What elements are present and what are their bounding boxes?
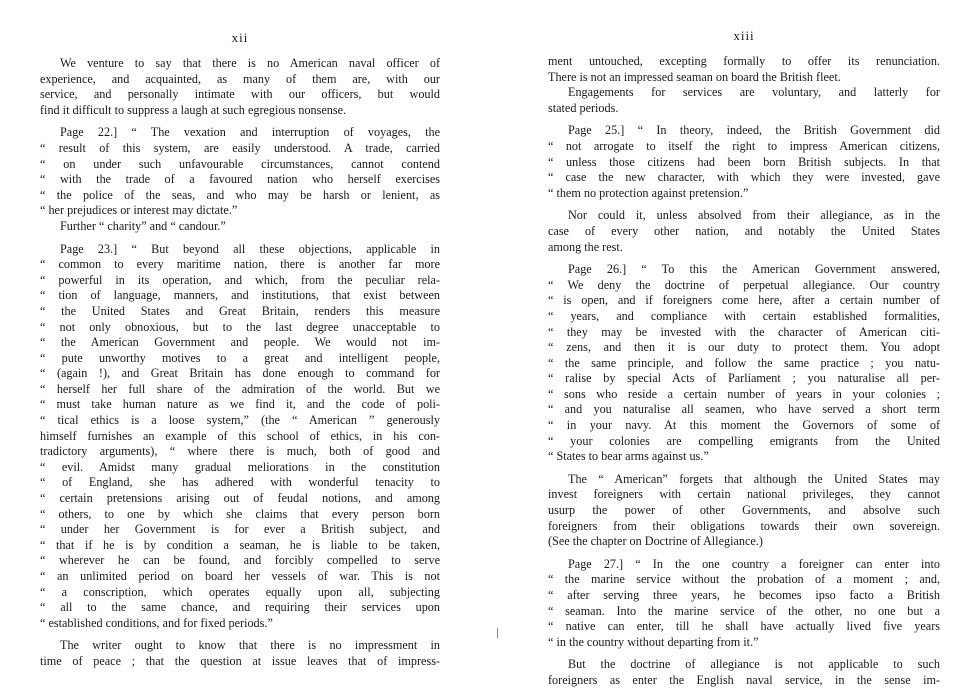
- text-line: “ native can enter, till he shall have actually lived five years: [548, 619, 940, 634]
- page-body: [40, 56, 440, 670]
- text-line: “ seaman. Into the marine service of the other, no one but a: [548, 603, 940, 618]
- text-line: “ ralise by special Acts of Parliament ; you naturalise all per-: [548, 371, 940, 386]
- text-line: tradictory arguments), “ where there is much, both of good and: [40, 444, 440, 459]
- text-line: “ the same principle, and follow the same practice ; you natu-: [548, 355, 940, 370]
- page-body: [548, 54, 940, 689]
- text-line: “ the United States and Great Britain, renders this measure: [40, 303, 440, 318]
- page-number: xiii: [733, 28, 755, 43]
- text-line: stated periods.: [548, 100, 619, 115]
- text-line: “ tical ethics is a loose system,” (the “ American ” generously: [40, 413, 440, 428]
- text-line: “ that if he is by condition a seaman, he is liable to be taken,: [40, 537, 440, 552]
- text-line: “ zens, and then it is our duty to protect them. You adopt: [548, 340, 940, 355]
- text-line: “ an unlimited period on board her vessels of war. This is not: [40, 569, 440, 583]
- text-line: “ the police of the seas, and who may be harsh or lenient, as: [40, 187, 440, 202]
- text-line: “ after serving three years, he becomes ipso facto a British: [548, 588, 940, 602]
- text-line: Page 26.] “ To this the American Government answered,: [568, 262, 940, 277]
- text-line: Engagements for services are voluntary, and latterly for: [568, 85, 940, 100]
- text-line: Nor could it, unless absolved from their allegiance, as in the: [568, 208, 940, 223]
- text-line: “ powerful in its operation, and which, from the peculiar rela-: [40, 272, 440, 287]
- text-line: “ tion of language, manners, and institutions, that exist between: [40, 288, 440, 303]
- text-line: “ States to bear arms against us.”: [548, 449, 709, 464]
- text-line: Page 27.] “ In the one country a foreigner can enter into: [568, 556, 940, 571]
- text-line: The writer ought to know that there is no impressment in: [60, 638, 440, 653]
- text-line: time of peace ; that the question at issue leaves that of impress-: [40, 653, 440, 668]
- text-line: “ not arrogate to itself the right to impress American citizens,: [548, 138, 940, 153]
- text-line: “ herself her full share of the admiration of the world. But we: [40, 381, 440, 396]
- right-page: [548, 0, 940, 691]
- text-line: “ wherever he can be found, and forcibly compelled to serve: [40, 553, 440, 568]
- text-line: “ your colonies are compelling emigrants from the United: [548, 433, 940, 448]
- text-line: “ must take human nature as we find it, and the code of poli-: [40, 397, 440, 412]
- text-line: “ common to every maritime nation, there is another far more: [40, 257, 440, 272]
- text-line: among the rest.: [548, 239, 623, 254]
- text-line: “ the American Government and people. We would not im-: [40, 335, 440, 350]
- text-line: “ (again !), and Great Britain has done enough to command for: [40, 366, 440, 381]
- text-line: There is not an impressed seaman on board the British fleet.: [548, 69, 841, 84]
- text-line: find it difficult to suppress a laugh at such egregious nonsense.: [40, 102, 347, 117]
- text-line: ment untouched, excepting formally to offer its renunciation.: [548, 54, 940, 68]
- left-page: [40, 0, 440, 691]
- text-line: We venture to say that there is no American naval officer of: [60, 56, 440, 70]
- text-line: “ and you naturalise all seamen, who have served a short term: [548, 402, 940, 417]
- text-line: “ case the new character, with which they were invested, gave: [548, 170, 940, 185]
- text-line: “ years, and compliance with certain established formalities,: [548, 308, 940, 323]
- text-line: “ sons who reside a certain number of years in your colonies ;: [548, 386, 940, 401]
- text-line: “ others, to one by which she claims that every person born: [40, 506, 440, 521]
- text-line: “ under her Government is for ever a British subject, and: [40, 522, 440, 537]
- text-line: “ established conditions, and for fixed periods.”: [40, 615, 273, 630]
- text-line: The “ American” forgets that although the United States may: [568, 471, 940, 486]
- text-line: “ on under such unfavourable circumstances, cannot contend: [40, 156, 440, 171]
- text-line: “ them no protection against pretension.”: [548, 185, 749, 200]
- text-line: “ in your navy. At this moment the Governors of some of: [548, 418, 940, 433]
- text-line: “ not only obnoxious, but to the last degree unacceptable to: [40, 319, 440, 334]
- text-line: (See the chapter on Doctrine of Allegiance.): [548, 534, 763, 549]
- text-line: foreigners from their obligations towards their own sovereign.: [548, 518, 940, 533]
- text-line: case of every other nation, and notably the United States: [548, 223, 940, 238]
- text-line: “ pute unworthy motives to a great and intelligent people,: [40, 350, 440, 365]
- text-line: But the doctrine of allegiance is not applicable to such: [568, 657, 940, 672]
- text-line: foreigners as enter the English naval service, in the sense im-: [548, 672, 940, 687]
- text-line: “ evil. Amidst many gradual meliorations in the constitution: [40, 459, 440, 474]
- text-line: Page 22.] “ The vexation and interruption of voyages, the: [60, 125, 440, 140]
- text-line: “ of England, she has adhered with wonderful tenacity to: [40, 475, 440, 490]
- text-line: “ unless those citizens had been born British subjects. In that: [548, 154, 940, 169]
- text-line: Further “ charity” and “ candour.”: [60, 218, 226, 233]
- page-number: xii: [231, 30, 249, 45]
- text-line: invest foreigners with certain national privileges, they cannot: [548, 487, 940, 502]
- text-line: experience, and acquainted, as many of them are, with our: [40, 71, 440, 86]
- text-line: “ with the trade of a favoured nation who herself exercises: [40, 172, 440, 187]
- text-line: “ result of this system, are easily understood. A trade, carried: [40, 140, 440, 155]
- text-line: “ the marine service without the probation of a moment ; and,: [548, 572, 940, 587]
- text-line: Page 23.] “ But beyond all these objections, applicable in: [60, 241, 440, 256]
- text-line: himself furnishes an example of this school of ethics, in his con-: [40, 428, 440, 443]
- text-line: “ We deny the doctrine of perpetual allegiance. Our country: [548, 277, 940, 292]
- text-line: Page 25.] “ In theory, indeed, the British Government did: [568, 123, 940, 138]
- text-line: “ in the country without departing from it.”: [548, 634, 759, 649]
- text-line: “ her prejudices or interest may dictate.”: [40, 203, 238, 218]
- text-line: “ certain pretensions arising out of feudal notions, and among: [40, 491, 440, 506]
- gutter-mark: [497, 628, 498, 638]
- text-line: usurp the power of other Governments, and absolve such: [548, 503, 940, 518]
- text-line: “ they may be invested with the character of American citi-: [548, 324, 940, 339]
- text-line: “ a conscription, which operates equally upon all, subjecting: [40, 584, 440, 599]
- text-line: “ all to the same chance, and requiring their services upon: [40, 600, 440, 615]
- text-line: service, and personally intimate with our officers, but would: [40, 87, 440, 102]
- text-line: “ is open, and if foreigners come here, after a certain number of: [548, 293, 940, 308]
